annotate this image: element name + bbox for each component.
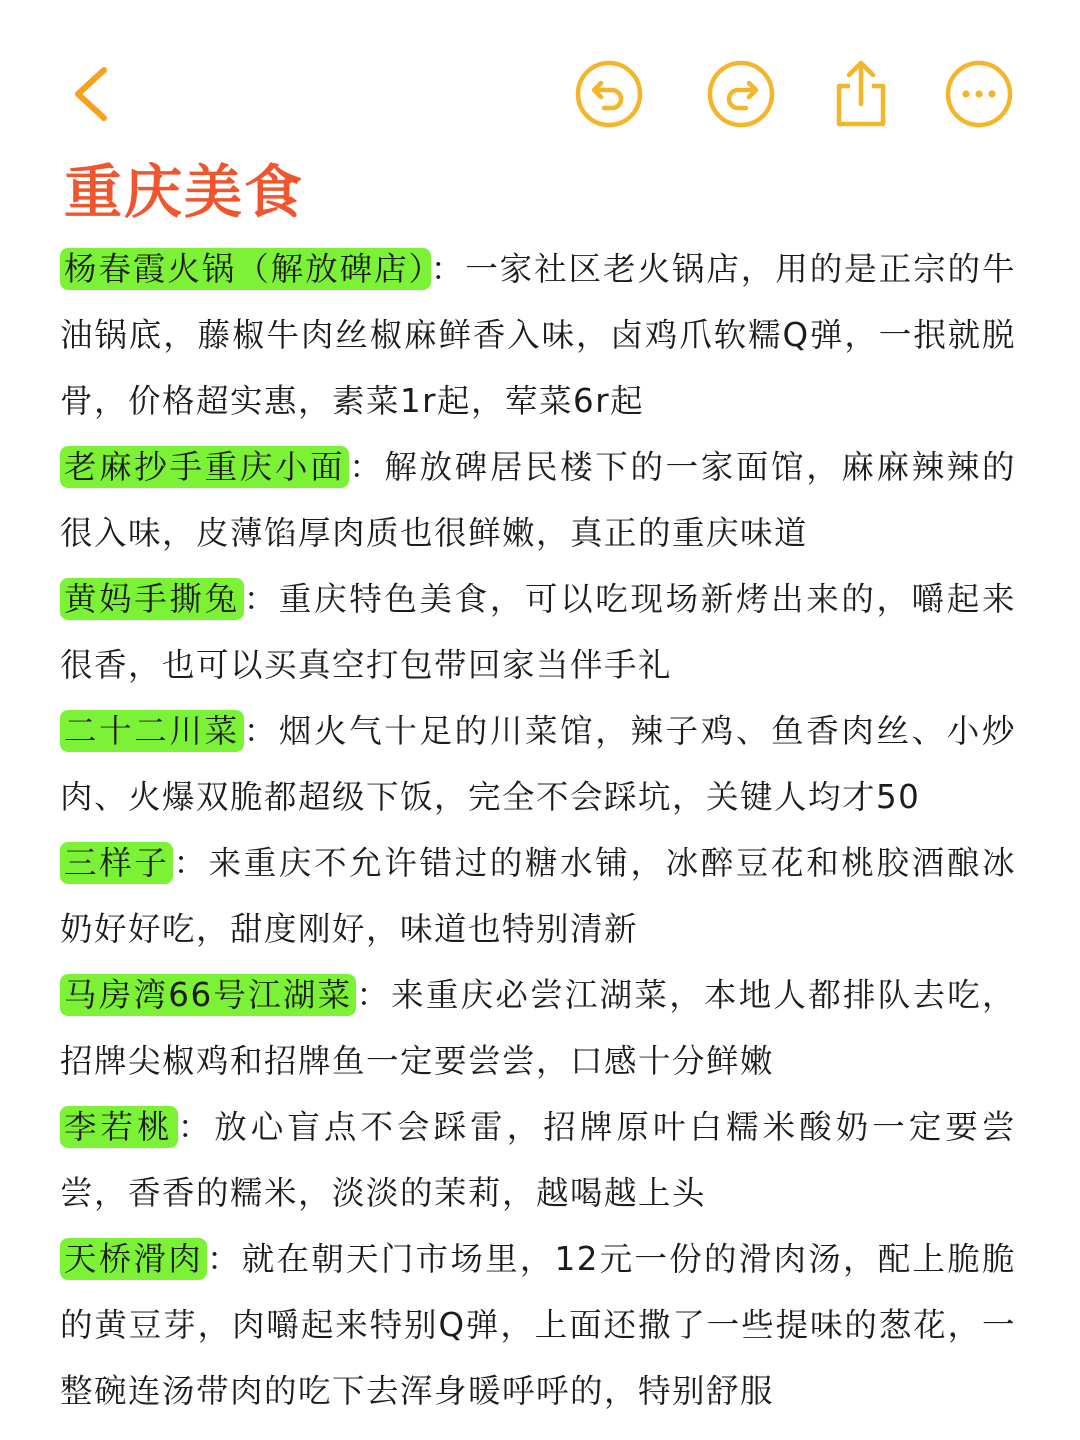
list-item bbox=[60, 566, 1016, 698]
share-icon bbox=[830, 56, 892, 130]
restaurant-description: 就在朝天门市场里，12元一份的滑肉汤，配上脆脆的黄豆芽，肉嚼起来特别Q弹，上面还撒了一些提味的葱花，一整碗连汤带肉的吃下去浑身暖呼呼的，特别舒服 bbox=[60, 1240, 1016, 1410]
redo-button[interactable] bbox=[706, 59, 776, 129]
restaurant-description: 一家社区老火锅店，用的是正宗的牛油锅底，藤椒牛肉丝椒麻鲜香入味，卤鸡爪软糯Q弹，一抿就脱骨，价格超实惠，素菜1r起，荤菜6r起 bbox=[60, 250, 1016, 420]
list-item bbox=[60, 698, 1016, 830]
note-body bbox=[60, 236, 1016, 1424]
list-item bbox=[60, 434, 1016, 566]
restaurant-name: 马房湾66号江湖菜 bbox=[60, 974, 356, 1016]
undo-button[interactable] bbox=[574, 59, 644, 129]
restaurant-description: 解放碑居民楼下的一家面馆，麻麻辣辣的很入味，皮薄馅厚肉质也很鲜嫩，真正的重庆味道 bbox=[60, 448, 1016, 552]
restaurant-description: 重庆特色美食，可以吃现场新烤出来的，嚼起来很香，也可以买真空打包带回家当伴手礼 bbox=[60, 580, 1016, 684]
restaurant-name: 三样子 bbox=[60, 842, 173, 884]
separator: ： bbox=[173, 844, 209, 882]
restaurant-name: 天桥滑肉 bbox=[60, 1238, 207, 1280]
separator: ： bbox=[243, 580, 279, 618]
separator: ： bbox=[349, 448, 385, 486]
list-item bbox=[60, 236, 1016, 434]
redo-icon bbox=[706, 59, 776, 129]
restaurant-name: 二十二川菜 bbox=[60, 710, 244, 752]
share-button[interactable] bbox=[830, 56, 892, 130]
list-item bbox=[60, 1226, 1016, 1424]
list-item bbox=[60, 830, 1016, 962]
separator: ： bbox=[177, 1108, 215, 1146]
separator: ： bbox=[430, 250, 466, 288]
restaurant-description: 放心盲点不会踩雷，招牌原叶白糯米酸奶一定要尝尝，香香的糯米，淡淡的茉莉，越喝越上头 bbox=[60, 1108, 1016, 1212]
undo-icon bbox=[574, 59, 644, 129]
back-button[interactable] bbox=[58, 58, 122, 130]
restaurant-name: 杨春霞火锅（解放碑店） bbox=[60, 248, 431, 290]
list-item bbox=[60, 1094, 1016, 1226]
restaurant-name: 李若桃 bbox=[60, 1106, 178, 1148]
top-toolbar bbox=[0, 0, 1080, 150]
separator: ： bbox=[243, 712, 279, 750]
restaurant-description: 烟火气十足的川菜馆，辣子鸡、鱼香肉丝、小炒肉、火爆双脆都超级下饭，完全不会踩坑，关键人均才50 bbox=[60, 712, 1016, 816]
restaurant-name: 黄妈手撕兔 bbox=[60, 578, 244, 620]
restaurant-description: 来重庆不允许错过的糖水铺，冰醉豆花和桃胶酒酿冰奶好好吃，甜度刚好，味道也特别清新 bbox=[60, 844, 1016, 948]
more-dots-icon bbox=[944, 59, 1014, 129]
page-title: 重庆美食 bbox=[64, 158, 305, 226]
restaurant-description: 来重庆必尝江湖菜，本地人都排队去吃，招牌尖椒鸡和招牌鱼一定要尝尝，口感十分鲜嫩 bbox=[60, 976, 1016, 1080]
separator: ： bbox=[207, 1240, 242, 1278]
restaurant-name: 老麻抄手重庆小面 bbox=[60, 446, 349, 488]
more-button[interactable] bbox=[944, 59, 1014, 129]
list-item bbox=[60, 962, 1016, 1094]
separator: ： bbox=[356, 976, 392, 1014]
chevron-left-icon bbox=[68, 64, 112, 124]
